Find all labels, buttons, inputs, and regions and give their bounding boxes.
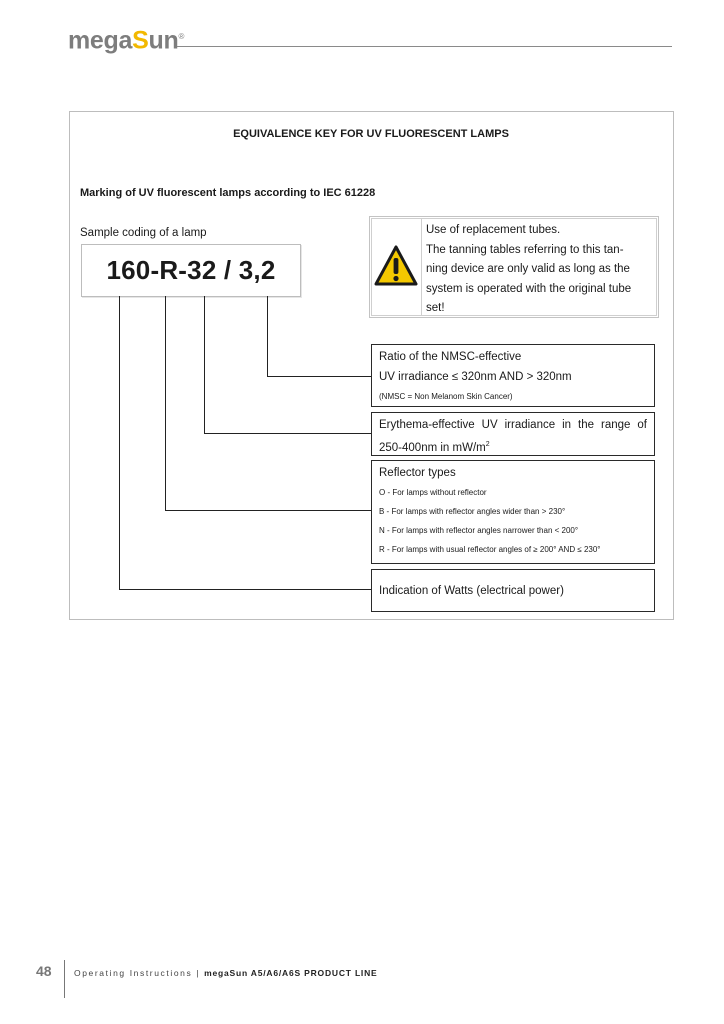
footer-label: Operating Instructions | bbox=[74, 968, 201, 978]
warning-triangle-icon bbox=[374, 245, 418, 287]
connector-reflector-horizontal bbox=[165, 510, 371, 511]
reflector-item: N - For lamps with reflector angles narrower than < 200° bbox=[379, 526, 579, 535]
erythema-text: Erythema-effective UV irradiance in the range of 250-400nm in $mW/m^2$ bbox=[379, 419, 647, 454]
connector-nmsc-vertical bbox=[267, 296, 268, 377]
warning-line: Use of replacement tubes. bbox=[426, 224, 561, 236]
connector-reflector-vertical bbox=[165, 296, 166, 511]
nmsc-ratio-box bbox=[371, 344, 655, 407]
megasun-logo: megaSun® bbox=[68, 26, 185, 55]
watts-box bbox=[371, 569, 655, 612]
footer-product: megaSun A5/A6/A6S PRODUCT LINE bbox=[204, 968, 378, 978]
footer-rule bbox=[64, 960, 65, 998]
warning-divider bbox=[421, 218, 422, 316]
footer-text bbox=[74, 968, 378, 978]
page-number: 48 bbox=[36, 963, 52, 979]
connector-watts-vertical bbox=[119, 296, 120, 590]
nmsc-note: (NMSC = Non Melanom Skin Cancer) bbox=[379, 392, 513, 401]
connector-erythema-horizontal bbox=[204, 433, 371, 434]
warning-line: system is operated with the original tube bbox=[426, 282, 632, 295]
reflector-types-box bbox=[371, 460, 655, 564]
reflector-heading: Reflector types bbox=[379, 467, 456, 479]
connector-watts-horizontal bbox=[119, 589, 371, 590]
section-subtitle: Marking of UV fluorescent lamps according to IEC 61228 bbox=[80, 187, 376, 199]
reflector-item: B - For lamps with reflector angles wider than > 230° bbox=[379, 507, 566, 516]
warning-line: set! bbox=[426, 302, 445, 314]
warning-line: ning device are only valid as long as the bbox=[426, 263, 630, 275]
sample-code: 160-R-32 / 3,2 bbox=[106, 255, 276, 285]
header-rule bbox=[177, 46, 672, 47]
connector-nmsc-horizontal bbox=[267, 376, 371, 377]
nmsc-line-2: UV irradiance ≤ 320nm AND > 320nm bbox=[379, 371, 572, 383]
watts-text: Indication of Watts (electrical power) bbox=[379, 585, 564, 597]
erythema-box bbox=[371, 412, 655, 456]
sample-label: Sample coding of a lamp bbox=[80, 227, 207, 239]
connector-erythema-vertical bbox=[204, 296, 205, 434]
reflector-item: R - For lamps with usual reflector angles of ≥ 200° AND ≤ 230° bbox=[379, 545, 601, 554]
warning-line: The tanning tables referring to this tan- bbox=[426, 243, 624, 256]
reflector-item: O - For lamps without reflector bbox=[379, 488, 487, 497]
page-title: EQUIVALENCE KEY FOR UV FLUORESCENT LAMPS bbox=[233, 128, 509, 140]
nmsc-line-1: Ratio of the NMSC-effective bbox=[379, 351, 522, 363]
warning-text bbox=[426, 221, 645, 319]
